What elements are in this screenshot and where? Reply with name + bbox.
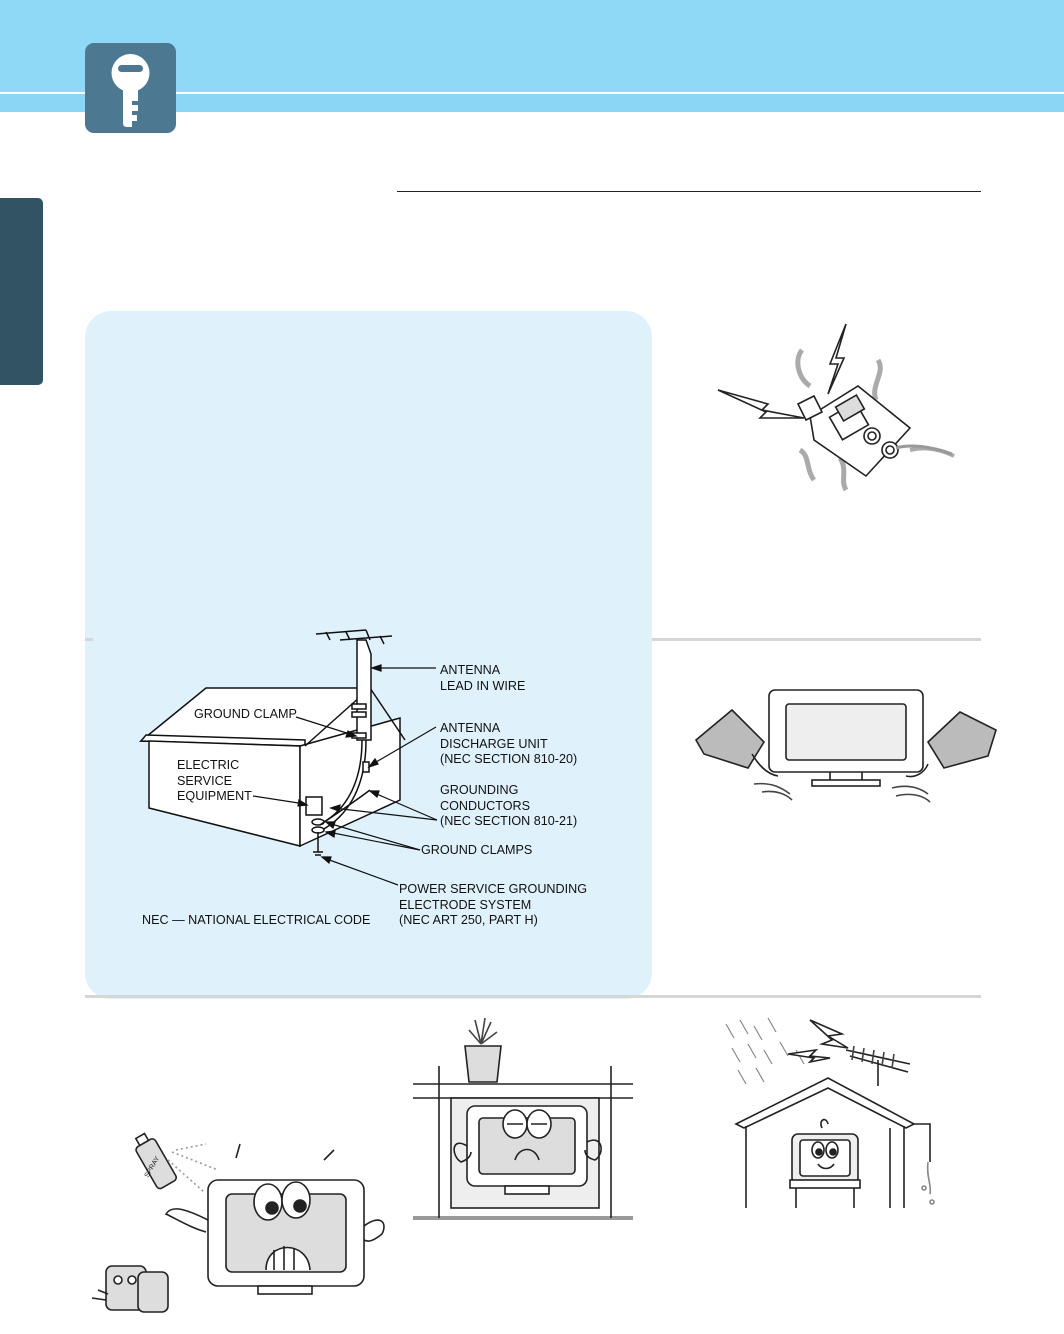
label-electric-service: ELECTRIC SERVICE EQUIPMENT — [177, 758, 252, 803]
antenna-mast — [357, 640, 371, 740]
discharge-unit — [363, 762, 369, 772]
house-rain-illustration — [718, 1016, 958, 1216]
spray-can-label: SPRAY — [143, 1155, 162, 1179]
label-ground-clamps: GROUND CLAMPS — [421, 843, 533, 857]
label-power-service: POWER SERVICE GROUNDING ELECTRODE SYSTEM (NEC ART 250, PART H) — [399, 882, 587, 927]
monitor-spray-illustration — [88, 1130, 388, 1330]
monitor-carry-illustration — [692, 684, 1002, 814]
label-grounding-conductors: GROUNDING CONDUCTORS (NEC SECTION 810-21) — [440, 783, 578, 828]
label-nec-note: NEC — NATIONAL ELECTRICAL CODE — [142, 913, 371, 927]
label-discharge-unit: ANTENNA DISCHARGE UNIT (NEC SECTION 810-20) — [440, 721, 578, 766]
power-strip-lightning-illustration — [710, 320, 970, 500]
electric-service-box — [306, 797, 322, 815]
label-ground-clamp: GROUND CLAMP — [194, 707, 297, 721]
monitor-plant-illustration — [411, 1016, 641, 1226]
label-antenna-lead-in: ANTENNA LEAD IN WIRE — [440, 663, 526, 693]
